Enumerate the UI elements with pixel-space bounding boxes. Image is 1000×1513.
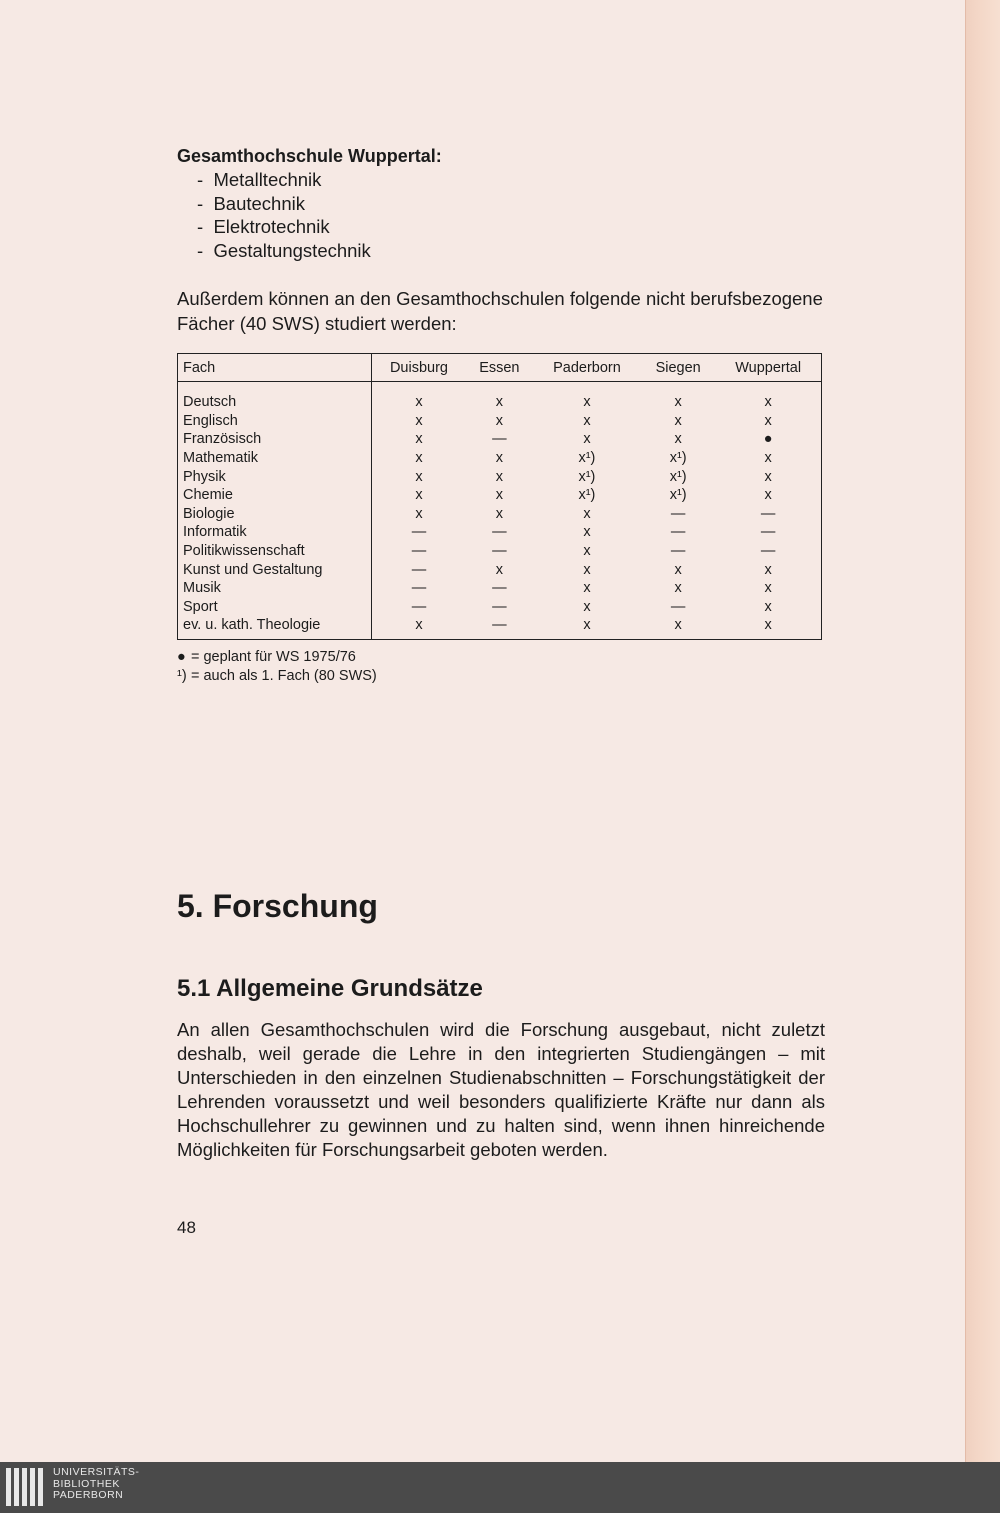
table-cell: x (415, 412, 423, 429)
table-cell: x (415, 450, 423, 467)
table-cell: x (764, 487, 772, 504)
legend-planned (177, 648, 377, 667)
section-title: Allgemeine Grundsätze (216, 975, 483, 1002)
subject-cell: Chemie (178, 486, 372, 505)
table-cell: x (583, 412, 591, 429)
table-cell: x (674, 561, 682, 578)
intro-paragraph: Außerdem können an den Gesamthochschulen folgende nicht berufsbezogene Fächer (40 SWS) studiert werden: (177, 288, 823, 334)
legend-planned-text: = geplant für WS 1975/76 (191, 649, 356, 665)
table-row (178, 449, 822, 468)
table-cell: x¹) (578, 487, 596, 504)
page-edge (965, 0, 1000, 1462)
table-cell: x (674, 394, 682, 411)
table-cell: x (415, 431, 423, 448)
page-number: 48 (177, 1218, 196, 1237)
table-cell: x (583, 505, 591, 522)
table-cell: x¹) (578, 450, 596, 467)
column-header-essen: Essen (466, 354, 533, 382)
table-cell: x (764, 580, 772, 597)
table-cell: x (764, 468, 772, 485)
table-cell: — (760, 524, 776, 541)
library-logo-icon (6, 1468, 43, 1506)
table-cell: x (764, 450, 772, 467)
library-logo-text: UNIVERSITÄTS- BIBLIOTHEK PADERBORN (53, 1466, 140, 1501)
table-row (178, 430, 822, 449)
subject-cell: Politikwissenschaft (178, 542, 372, 561)
table-cell: x (674, 412, 682, 429)
table-cell: x (764, 617, 772, 634)
table-cell: x (674, 580, 682, 597)
subject-cell: Englisch (178, 412, 372, 431)
subject-cell: Deutsch (178, 382, 372, 412)
table-cell: — (760, 543, 776, 560)
table-cell: — (411, 580, 427, 597)
chapter-title: Forschung (212, 888, 378, 924)
table-cell: x (764, 394, 772, 411)
table-row (178, 505, 822, 524)
chapter-heading (177, 888, 378, 925)
table-header-row (178, 354, 822, 382)
table-cell: — (670, 543, 686, 560)
table-row (178, 560, 822, 579)
table-cell: x (495, 412, 503, 429)
subject-cell: Physik (178, 467, 372, 486)
table-cell: x (764, 598, 772, 615)
chapter-number: 5. (177, 888, 204, 924)
legend-first-subject (177, 667, 377, 686)
table-cell: x (583, 543, 591, 560)
table-cell: — (492, 617, 507, 634)
subjects-table (177, 353, 822, 640)
footnote-mark: ¹) (177, 668, 187, 684)
body-paragraph: An allen Gesamthochschulen wird die Forschung ausgebaut, nicht zuletzt deshalb, weil gerade die Lehre in den integrierten Studiengängen – mit Unterschieden in den einzelnen Studienabschnitten – Forschungstätigkeit der Lehrenden voraussetzt und weil besonders qualifizierte Kräfte nur dann als Hochschullehrer zu gewinnen und zu halten sind, wenn ihnen hinreichende Möglichkeiten für Forschungsarbeit geboten werden. (177, 1019, 825, 1160)
subject-cell: Musik (178, 579, 372, 598)
table-cell: x (415, 505, 423, 522)
table-cell: x (495, 505, 503, 522)
table-cell: x (583, 431, 591, 448)
table-cell: x¹) (669, 450, 687, 467)
table-cell: x (583, 394, 591, 411)
table-row (178, 542, 822, 561)
table-cell: — (492, 524, 507, 541)
table-cell: — (492, 431, 507, 448)
table-cell: — (670, 598, 686, 615)
library-footer (0, 1462, 1000, 1513)
table-cell: — (670, 524, 686, 541)
table-cell: x (415, 468, 423, 485)
table-cell: x (764, 561, 772, 578)
list-item: - Bautechnik (197, 192, 371, 216)
list-item: - Metalltechnik (197, 168, 371, 192)
table-cell: x (583, 580, 591, 597)
table-cell: x (583, 561, 591, 578)
table-cell: x (495, 450, 503, 467)
table-cell: x (415, 394, 423, 411)
table-cell: x (495, 487, 503, 504)
table-cell: x (583, 598, 591, 615)
table-cell: x (764, 412, 772, 429)
table-cell: — (670, 505, 686, 522)
bullet-icon: ● (177, 649, 186, 665)
section-number: 5.1 (177, 975, 211, 1002)
table-cell: x (674, 431, 682, 448)
table-legend (177, 648, 377, 686)
list-item: - Elektrotechnik (197, 215, 371, 239)
column-header-paderborn: Paderborn (533, 354, 641, 382)
table-row (178, 486, 822, 505)
table-cell: x¹) (578, 468, 596, 485)
table-cell: — (411, 598, 427, 615)
subject-cell: Französisch (178, 430, 372, 449)
subject-cell: Kunst und Gestaltung (178, 560, 372, 579)
table-cell: x (583, 617, 591, 634)
table-cell: x (495, 561, 503, 578)
wuppertal-heading: Gesamthochschule Wuppertal: (177, 146, 442, 166)
table-row (178, 579, 822, 598)
table-cell: x¹) (669, 468, 687, 485)
wuppertal-subject-list (197, 168, 371, 262)
table-cell: x (583, 524, 591, 541)
table-row (178, 598, 822, 617)
table-cell: x (495, 394, 503, 411)
table-row (178, 523, 822, 542)
subject-cell: Biologie (178, 505, 372, 524)
table-cell: — (411, 524, 427, 541)
table-cell: ● (763, 431, 773, 448)
subject-cell: Mathematik (178, 449, 372, 468)
section-heading (177, 975, 483, 1003)
table-cell: — (760, 505, 776, 522)
table-cell: x (674, 617, 682, 634)
table-cell: — (411, 561, 427, 578)
table-row (178, 412, 822, 431)
table-cell: x (415, 487, 423, 504)
subject-cell: Sport (178, 598, 372, 617)
table-cell: x¹) (669, 487, 687, 504)
subject-cell: Informatik (178, 523, 372, 542)
legend-first-subject-text: = auch als 1. Fach (80 SWS) (191, 668, 377, 684)
column-header-fach: Fach (178, 354, 372, 382)
column-header-duisburg: Duisburg (372, 354, 466, 382)
column-header-siegen: Siegen (641, 354, 715, 382)
table-row (178, 616, 822, 639)
table-cell: x (495, 468, 503, 485)
subject-cell: ev. u. kath. Theologie (178, 616, 372, 639)
list-item: - Gestaltungstechnik (197, 239, 371, 263)
table-cell: x (415, 617, 423, 634)
table-cell: — (492, 543, 507, 560)
table-cell: — (411, 543, 427, 560)
table-cell: — (492, 580, 507, 597)
table-cell: — (492, 598, 507, 615)
column-header-wuppertal: Wuppertal (715, 354, 821, 382)
table-row (178, 467, 822, 486)
table-row (178, 382, 822, 412)
